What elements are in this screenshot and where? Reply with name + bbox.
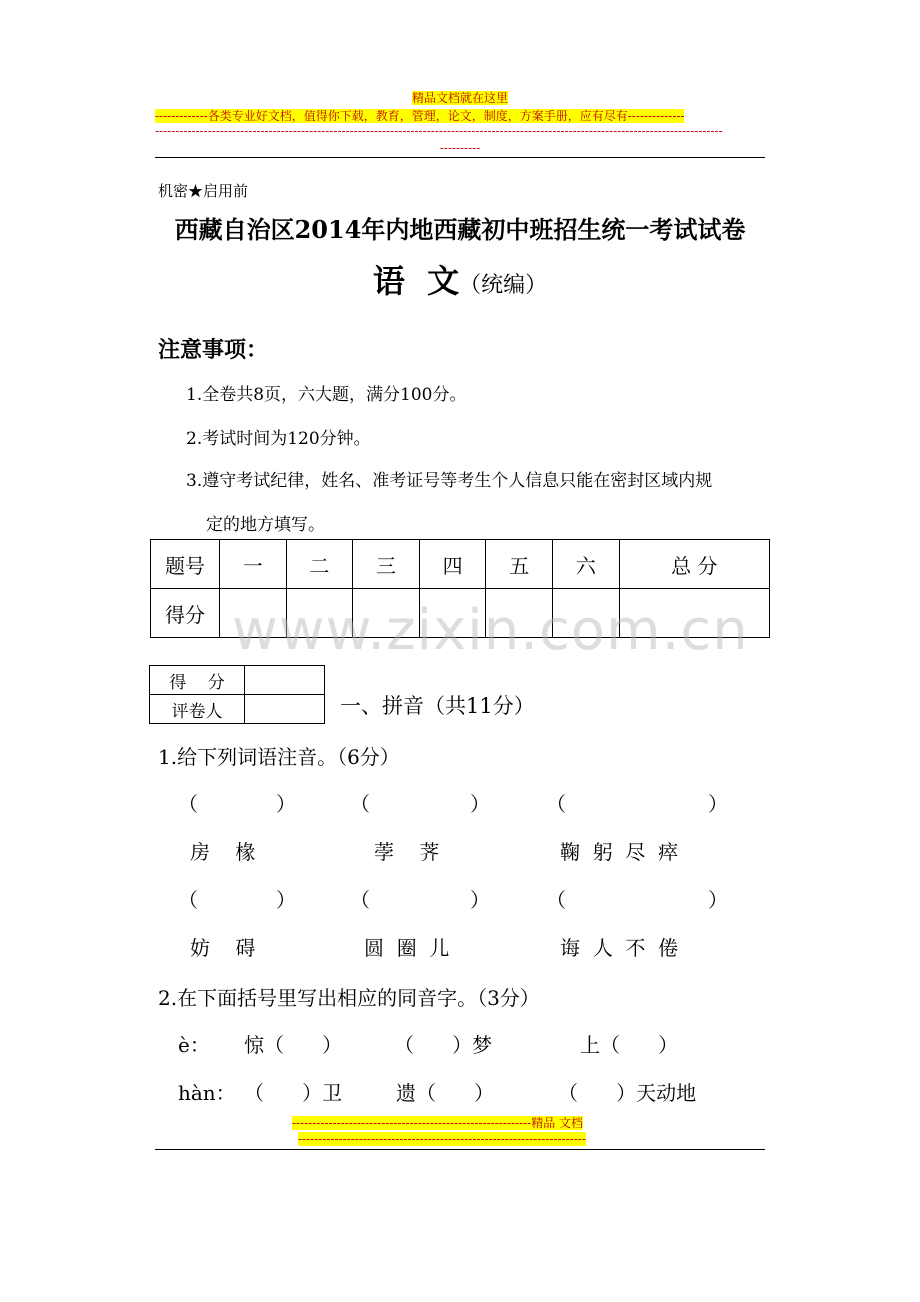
subject-line xyxy=(150,256,770,302)
paren: ） xyxy=(276,888,296,912)
paren: ） xyxy=(708,792,728,816)
fill-item: 上（ ） xyxy=(580,1033,679,1057)
score-row-label: 得分 xyxy=(151,589,220,638)
grader-label: 评卷人 xyxy=(150,695,245,724)
exam-title: 西藏自治区2014年内地西藏初中班招生统一考试试卷 xyxy=(174,215,746,244)
word-item: 圆 圈 儿 xyxy=(364,936,450,960)
word-item: 诲 人 不 倦 xyxy=(560,936,679,960)
secret-label: 机密★启用前 xyxy=(158,182,249,200)
paren: （ xyxy=(546,888,566,912)
paren: （ xyxy=(350,792,370,816)
paren: （ xyxy=(350,888,370,912)
header-line3: -------------------------------------------------------------------------------------------------------------------------------------------- xyxy=(155,124,723,138)
header-line4: ---------- xyxy=(439,141,481,155)
notice-item: 1.全卷共8页，六大题，满分100分。 xyxy=(186,385,467,405)
score-header-cell: 二 xyxy=(286,540,353,589)
score-header-row xyxy=(151,540,770,589)
pinyin-label: è： xyxy=(178,1033,210,1057)
grader-score-cell[interactable] xyxy=(245,666,325,695)
watermark: www.zixin.com.cn xyxy=(232,598,749,663)
paren: （ xyxy=(178,792,198,816)
score-header-cell: 一 xyxy=(220,540,287,589)
word-item: 荸 荠 xyxy=(374,840,440,864)
paren: ） xyxy=(470,792,490,816)
header-banner xyxy=(155,89,765,106)
score-header-cell: 六 xyxy=(553,540,620,589)
header-line1: 精品文档就在这里 xyxy=(411,91,508,105)
footer-line1: -----------------------------------------------------------精品 文档 xyxy=(292,1116,584,1130)
notice-item: 定的地方填写。 xyxy=(206,515,325,535)
notice-item: 3.遵守考试纪律，姓名、准考证号等考生个人信息只能在密封区域内规 xyxy=(186,471,713,491)
section1-title: 一、拼音（共11分） xyxy=(340,694,535,718)
score-header-cell: 五 xyxy=(486,540,553,589)
header-line2: -------------各类专业好文档，值得你下载，教育，管理，论文，制度，方案手册，应有尽有-------------- xyxy=(155,109,685,123)
score-header-cell: 四 xyxy=(419,540,486,589)
paren: ） xyxy=(276,792,296,816)
question-2: 2.在下面括号里写出相应的同音字。（3分） xyxy=(158,986,540,1010)
notice-item: 2.考试时间为120分钟。 xyxy=(186,429,371,449)
grader-box xyxy=(149,665,325,724)
grader-score-label: 得 分 xyxy=(150,666,245,695)
header-divider xyxy=(155,157,765,158)
word-item: 妨 碍 xyxy=(190,936,256,960)
fill-item: （ ）卫 xyxy=(244,1081,343,1105)
fill-item: （ ）天动地 xyxy=(558,1081,697,1105)
paren: （ xyxy=(546,792,566,816)
footer-line2: ----------------------------------------------------------------------- xyxy=(298,1132,586,1146)
score-header-cell: 题号 xyxy=(151,540,220,589)
pinyin-label: hàn： xyxy=(178,1081,236,1105)
word-item: 房 椽 xyxy=(190,840,256,864)
word-item: 鞠 躬 尽 瘁 xyxy=(560,840,679,864)
score-header-cell: 三 xyxy=(353,540,420,589)
question-1: 1.给下列词语注音。（6分） xyxy=(158,745,400,769)
fill-item: 遗（ ） xyxy=(396,1081,495,1105)
subject-note: （统编） xyxy=(459,273,548,298)
grader-name-cell[interactable] xyxy=(245,695,325,724)
score-header-cell: 总 分 xyxy=(619,540,769,589)
paren: （ xyxy=(178,888,198,912)
fill-item: （ ）梦 xyxy=(394,1033,493,1057)
notice-heading: 注意事项： xyxy=(158,338,269,363)
footer-divider xyxy=(155,1149,765,1150)
paren: ） xyxy=(708,888,728,912)
paren: ） xyxy=(470,888,490,912)
subject-title: 语 文 xyxy=(372,262,460,300)
fill-item: 惊（ ） xyxy=(244,1033,343,1057)
